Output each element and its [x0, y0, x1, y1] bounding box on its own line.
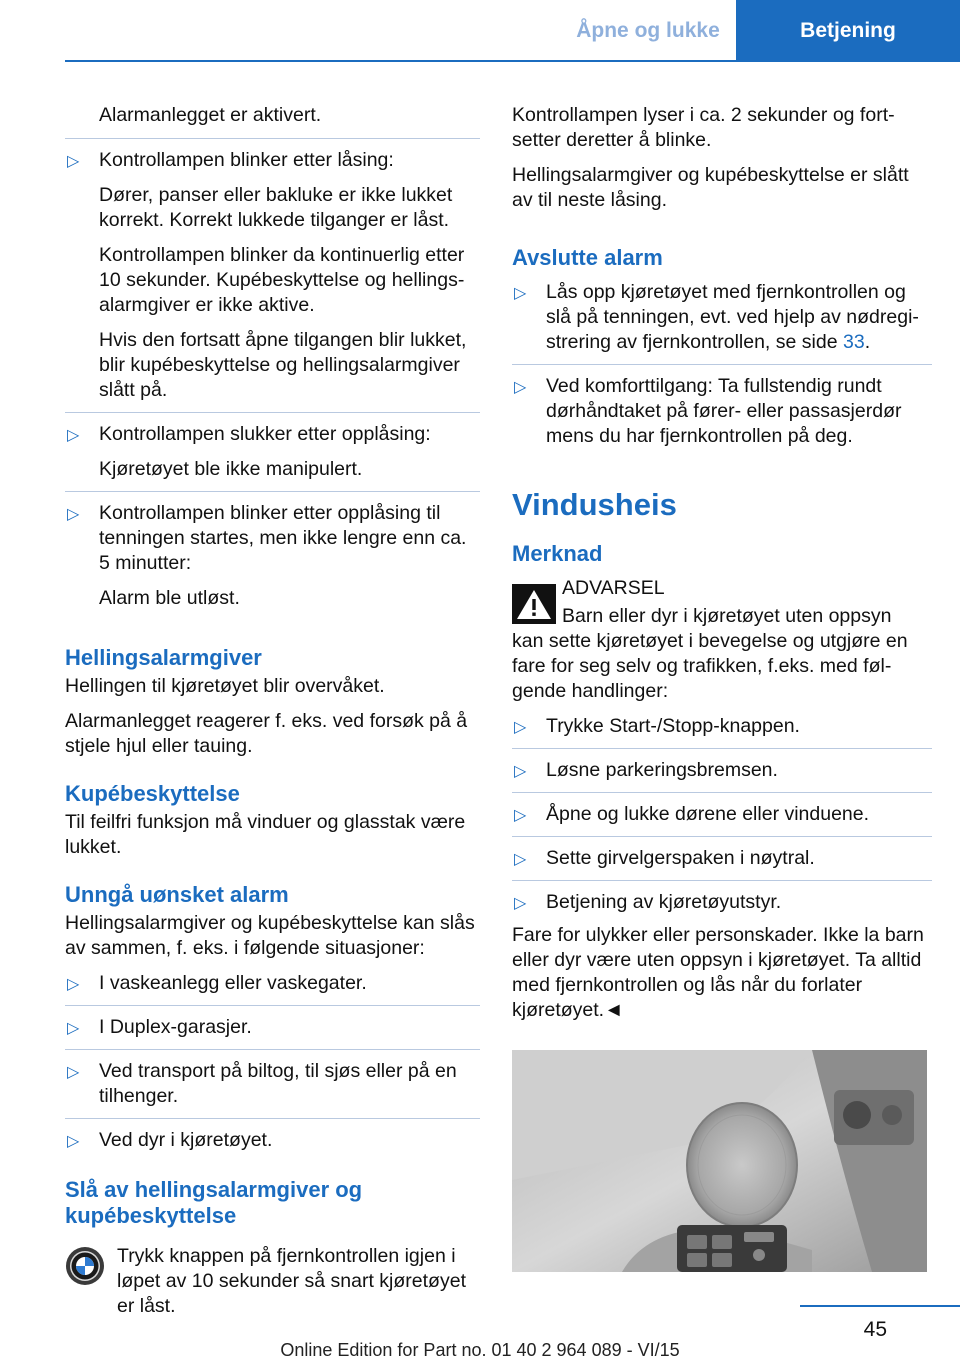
bullet-triangle-icon: ▷: [514, 719, 527, 736]
list-item: ▷ Sette girvelgerspaken i nøytral.: [512, 846, 932, 871]
list-item: ▷ Ved transport på biltog, til sjøs eller på en tilhenger.: [67, 1060, 457, 1107]
warning-block: [512, 576, 932, 629]
intro-text: Alarmanlegget er aktivert.: [99, 104, 322, 126]
list-item: ▷ Løsne parkeringsbremsen.: [512, 758, 932, 783]
note-heading: Merknad: [512, 541, 603, 566]
bullet-triangle-icon: ▷: [514, 851, 527, 868]
section-title: Åpne og lukke: [576, 19, 720, 42]
disable-heading: Slå av hellingsalarmgiver og kupébeskyttelse: [65, 1177, 363, 1228]
list-item: [65, 501, 480, 611]
tilt-text-1: Hellingen til kjøretøyet blir overvåket.: [65, 675, 385, 697]
list-item: ▷ Ved komforttilgang: Ta fullstendig rundt dørhåndtaket på fører- eller passasjerdør mens du har fjernkontrollen på deg.: [514, 375, 902, 447]
divider: [512, 792, 932, 793]
divider: [65, 1005, 480, 1006]
warning-icon: [512, 584, 556, 624]
list-item-text: Kjøretøyet ble ikke manipulert.: [99, 458, 363, 480]
footer-rule: [800, 1305, 960, 1307]
tilt-text-2: Alarmanlegget reagerer f. eks. ved forsøk på å stjele hjul eller tauing.: [65, 710, 468, 757]
interior-text: Til feilfri funksjon må vinduer og glasstak være lukket.: [65, 811, 466, 858]
divider: [512, 836, 932, 837]
remote-instruction-text: Trykk knappen på fjernkontrollen igjen i løpet av 10 sekunder så snart kjøretøyet er låst.: [117, 1245, 466, 1317]
list-item-text: Dører, panser eller bakluke er ikke lukket korrekt. Korrekt lukkede tilganger er låst.: [99, 184, 453, 231]
door-panel-photo: [512, 1050, 927, 1272]
warning-label: ADVARSEL: [562, 577, 665, 599]
right-column: [512, 103, 932, 1084]
warning-text-first: Barn eller dyr i kjøretøyet uten oppsyn: [562, 605, 892, 627]
disabled-text: Hellingsalarmgiver og kupébeskyttelse er slått av til neste låsing.: [512, 164, 909, 211]
divider: [65, 138, 480, 139]
warning-text: kan sette kjøretøyet i bevegelse og utgjøre en fare for seg selv og trafikken, f.eks. med følgende handlinger:: [512, 630, 908, 702]
list-item-text: Kontrollampen blinker da kontinuerlig etter 10 sekunder. Kupébeskyttelse og hellingsalarmgiver er ikke aktive.: [99, 244, 465, 316]
list-item: ▷ Åpne og lukke dørene eller vinduene.: [512, 802, 932, 827]
divider: [65, 412, 480, 413]
bullet-triangle-icon: ▷: [67, 153, 80, 170]
list-item-title: Kontrollampen blinker etter låsing:: [99, 149, 394, 171]
bullet-triangle-icon: ▷: [67, 1133, 80, 1150]
avoid-alarm-heading: Unngå uønsket alarm: [65, 882, 289, 907]
divider: [65, 491, 480, 492]
indicator-text: Kontrollampen lyser i ca. 2 sekunder og fortsetter deretter å blinke.: [512, 104, 895, 151]
closing-text: Fare for ulykker eller personskader. Ikke la barn eller dyr være uten oppsyn i kjøretøyet. Ta alltid med fjernkontrollen og lås når du forlater kjøretøyet.◄: [512, 924, 924, 1021]
page-number: 45: [863, 1318, 887, 1341]
list-item: ▷ Ved dyr i kjøretøyet.: [65, 1128, 480, 1153]
bullet-triangle-icon: ▷: [514, 807, 527, 824]
interior-heading: Kupébeskyttelse: [65, 781, 240, 806]
list-item-text: Alarm ble utløst.: [99, 587, 240, 609]
bullet-triangle-icon: ▷: [514, 285, 527, 302]
left-column: [65, 103, 480, 1319]
divider: [65, 1118, 480, 1119]
page-header: [0, 0, 960, 62]
divider: [512, 364, 932, 365]
bullet-triangle-icon: ▷: [67, 506, 80, 523]
list-item: ▷ I Duplex-garasjer.: [65, 1015, 480, 1040]
divider: [512, 880, 932, 881]
header-rule: [65, 60, 960, 62]
list-item: ▷ Lås opp kjøretøyet med fjernkontrollen og slå på tenningen, evt. ved hjelp av nødregistrering av fjernkontrollen, se side 33.: [514, 281, 919, 353]
avoid-alarm-text: Hellingsalarmgiver og kupébeskyttelse kan slås av sammen, f. eks. i følgende situasjoner:: [65, 912, 475, 959]
windows-heading: Vindusheis: [512, 487, 677, 522]
divider: [512, 748, 932, 749]
list-item-title: Kontrollampen slukker etter opplåsing:: [99, 423, 431, 445]
bullet-triangle-icon: ▷: [514, 895, 527, 912]
list-item: ▷ I vaskeanlegg eller vaskegater.: [65, 971, 480, 996]
bullet-triangle-icon: ▷: [514, 763, 527, 780]
list-item-text: Hvis den fortsatt åpne tilgangen blir lukket, blir kupébeskyttelse og hellingsalarmgiver slått på.: [99, 329, 467, 401]
bullet-triangle-icon: ▷: [67, 976, 80, 993]
chapter-tab: Betjening: [736, 0, 960, 62]
list-item: ▷ Betjening av kjøretøyutstyr.: [512, 890, 932, 915]
bullet-triangle-icon: ▷: [67, 1064, 80, 1081]
bullet-triangle-icon: ▷: [67, 427, 80, 444]
bullet-triangle-icon: ▷: [67, 1020, 80, 1037]
tilt-heading: Hellingsalarmgiver: [65, 645, 262, 670]
remote-instruction: [65, 1244, 480, 1319]
list-item: [65, 422, 480, 482]
bmw-key-button-icon: [65, 1246, 105, 1286]
page-link[interactable]: 33: [842, 331, 865, 353]
divider: [65, 1049, 480, 1050]
end-alarm-heading: Avslutte alarm: [512, 245, 663, 270]
list-item: ▷ Trykke Start-/Stopp-knappen.: [512, 714, 932, 739]
footer-edition: Online Edition for Part no. 01 40 2 964 089 - VI/15: [280, 1340, 680, 1360]
list-item: [65, 148, 480, 403]
bullet-triangle-icon: ▷: [514, 379, 527, 396]
list-item-title: Kontrollampen blinker etter opplåsing til tenningen startes, men ikke lengre enn ca. 5 minutter:: [99, 502, 467, 574]
